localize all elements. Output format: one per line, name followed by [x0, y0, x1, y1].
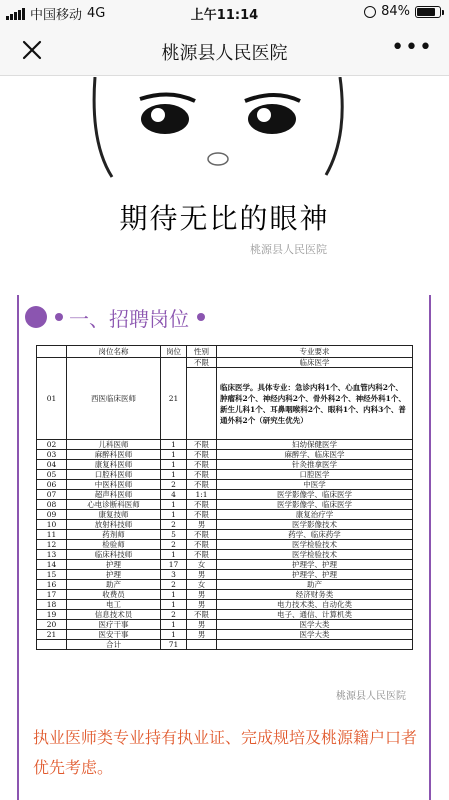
table-row	[37, 620, 413, 630]
battery-fill	[417, 8, 435, 16]
meme-face-drawing	[0, 77, 449, 195]
table-cell: 男	[187, 590, 217, 600]
header-cell: 性别	[187, 346, 217, 358]
table-row	[37, 358, 413, 368]
table-cell: 不限	[187, 470, 217, 480]
table-cell: 21	[161, 358, 187, 440]
meme-watermark: 桃源县人民医院	[250, 243, 327, 256]
table-cell: 07	[37, 490, 67, 500]
table-row	[37, 560, 413, 570]
table-cell	[217, 640, 413, 650]
table-cell: 检验师	[67, 540, 161, 550]
table-row	[37, 480, 413, 490]
table-cell: 04	[37, 460, 67, 470]
table-watermark: 桃源县人民医院	[336, 691, 406, 702]
table-cell: 2	[161, 610, 187, 620]
table-cell: 助产	[67, 580, 161, 590]
table-cell: 麻醉学、临床医学	[217, 450, 413, 460]
table-row	[37, 610, 413, 620]
table-row	[37, 460, 413, 470]
table-cell: 女	[187, 560, 217, 570]
table-cell: 护理学、护理	[217, 560, 413, 570]
table-cell: 心电诊断科医师	[67, 500, 161, 510]
table-cell: 康复技师	[67, 510, 161, 520]
table-cell: 2	[161, 540, 187, 550]
bullet-dot-icon	[25, 306, 47, 328]
table-cell: 08	[37, 500, 67, 510]
table-cell: 药学、临床药学	[217, 530, 413, 540]
meme-image	[0, 77, 449, 272]
header-cell: 岗位名称	[67, 346, 161, 358]
article-content	[0, 77, 449, 800]
table-cell: 16	[37, 580, 67, 590]
table-cell: 15	[37, 570, 67, 580]
table-row	[37, 520, 413, 530]
table-cell: 临床科技师	[67, 550, 161, 560]
table-row	[37, 580, 413, 590]
table-cell: 医安干事	[67, 630, 161, 640]
table-cell: 不限	[187, 550, 217, 560]
table-row	[37, 510, 413, 520]
nav-bar	[0, 24, 449, 76]
clock: 上午11:14	[190, 8, 259, 23]
table-row	[37, 600, 413, 610]
table-cell: 中医学	[217, 480, 413, 490]
table-row	[37, 440, 413, 450]
table-cell: 医学检验技术	[217, 540, 413, 550]
table-total-label: 合计	[67, 640, 161, 650]
table-cell: 1	[161, 500, 187, 510]
table-cell: 1	[161, 600, 187, 610]
table-cell: 1:1	[187, 490, 217, 500]
table-cell: 不限	[187, 358, 217, 368]
table-cell: 麻醉科医师	[67, 450, 161, 460]
table-cell: 男	[187, 620, 217, 630]
table-cell: 18	[37, 600, 67, 610]
table-cell: 经济财务类	[217, 590, 413, 600]
more-icon[interactable]: •••	[391, 35, 433, 60]
table-cell: 中医科医师	[67, 480, 161, 490]
header-cell: 岗位	[161, 346, 187, 358]
table-cell	[37, 640, 67, 650]
table-cell: 5	[161, 530, 187, 540]
table-cell: 口腔医学	[217, 470, 413, 480]
table-cell: 09	[37, 510, 67, 520]
table-cell: 1	[161, 590, 187, 600]
table-total-value: 71	[161, 640, 187, 650]
table-cell: 收费员	[67, 590, 161, 600]
table-cell: 12	[37, 540, 67, 550]
table-cell: 不限	[187, 440, 217, 450]
table-cell: 医学大类	[217, 620, 413, 630]
table-cell: 护理学、护理	[217, 570, 413, 580]
table-cell: 2	[161, 520, 187, 530]
table-cell: 男	[187, 630, 217, 640]
table-cell: 20	[37, 620, 67, 630]
table-total-row	[37, 640, 413, 650]
table-row	[37, 500, 413, 510]
table-cell: 3	[161, 570, 187, 580]
table-cell: 电子、通信、计算机类	[217, 610, 413, 620]
table-row	[37, 450, 413, 460]
table-cell: 不限	[187, 610, 217, 620]
table-cell: 西医临床医师	[67, 358, 161, 440]
bullet-dot-small-icon	[197, 313, 205, 321]
table-cell: 1	[161, 550, 187, 560]
table-cell: 1	[161, 450, 187, 460]
table-cell: 不限	[187, 540, 217, 550]
table-cell: 1	[161, 620, 187, 630]
table-cell: 19	[37, 610, 67, 620]
table-cell: 医学影像学、临床医学	[217, 490, 413, 500]
table-cell: 信息技术员	[67, 610, 161, 620]
table-cell: 11	[37, 530, 67, 540]
battery-icon	[415, 6, 441, 18]
table-cell: 1	[161, 470, 187, 480]
header-cell-blank	[37, 346, 67, 358]
table-cell: 医学大类	[217, 630, 413, 640]
table-cell: 康复科医师	[67, 460, 161, 470]
table-cell: 03	[37, 450, 67, 460]
table-cell: 01	[37, 358, 67, 440]
table-cell: 男	[187, 520, 217, 530]
header-cell: 专业要求	[217, 346, 413, 358]
table-cell: 临床医学	[217, 358, 413, 368]
table-row	[37, 570, 413, 580]
table-cell: 4	[161, 490, 187, 500]
table-cell: 超声科医师	[67, 490, 161, 500]
positions-table-image	[36, 345, 412, 715]
bullet-dot-small-icon	[55, 313, 63, 321]
table-cell: 05	[37, 470, 67, 480]
meme-caption: 期待无比的眼神	[119, 202, 330, 235]
table-cell: 康复治疗学	[217, 510, 413, 520]
table-cell: 儿科医师	[67, 440, 161, 450]
battery-percent: 84%	[381, 4, 410, 19]
table-cell: 不限	[187, 480, 217, 490]
table-cell: 1	[161, 510, 187, 520]
table-cell	[187, 640, 217, 650]
table-cell: 2	[161, 580, 187, 590]
table-cell: 不限	[187, 450, 217, 460]
table-row	[37, 590, 413, 600]
table-cell: 不限	[187, 460, 217, 470]
table-row	[37, 540, 413, 550]
table-cell: 男	[187, 600, 217, 610]
recruit-section	[17, 295, 431, 800]
table-cell: 针灸推拿医学	[217, 460, 413, 470]
table-cell: 电力技术类、自动化类	[217, 600, 413, 610]
table-cell: 13	[37, 550, 67, 560]
table-cell: 06	[37, 480, 67, 490]
table-row	[37, 490, 413, 500]
section-heading	[25, 301, 205, 333]
table-cell: 2	[161, 480, 187, 490]
table-cell: 妇幼保健医学	[217, 440, 413, 450]
status-bar	[0, 0, 449, 24]
table-cell: 不限	[187, 500, 217, 510]
table-cell: 口腔科医师	[67, 470, 161, 480]
table-cell	[187, 368, 217, 440]
table-cell: 放射科技师	[67, 520, 161, 530]
page-title: 桃源县人民医院	[161, 43, 288, 64]
table-cell: 不限	[187, 510, 217, 520]
table-row	[37, 630, 413, 640]
table-row	[37, 530, 413, 540]
section-title: 一、招聘岗位	[69, 306, 189, 331]
table-cell: 护理	[67, 570, 161, 580]
table-cell: 02	[37, 440, 67, 450]
priority-note: 执业医师类专业持有执业证、完成规培及桃源籍户口者优先考虑。	[33, 728, 418, 777]
table-cell-detail: 临床医学。具体专业：急诊内科1个、心血管内科2个、肿瘤科2个、神经内科2个、骨外科2个、神经外科1个、新生儿科1个、耳鼻咽喉科2个、眼科1个、内科3个、普通外科2个（研究生优先）	[217, 368, 413, 440]
table-cell: 不限	[187, 530, 217, 540]
table-cell: 10	[37, 520, 67, 530]
table-cell: 医疗干事	[67, 620, 161, 630]
table-cell: 护理	[67, 560, 161, 570]
table-cell: 医学检验技术	[217, 550, 413, 560]
network-label: 4G	[87, 6, 106, 21]
table-header-row	[37, 346, 413, 358]
table-cell: 助产	[217, 580, 413, 590]
table-cell: 1	[161, 460, 187, 470]
table-cell: 1	[161, 440, 187, 450]
table-cell: 医学影像学、临床医学	[217, 500, 413, 510]
table-cell: 男	[187, 570, 217, 580]
table-cell: 女	[187, 580, 217, 590]
table-cell: 电工	[67, 600, 161, 610]
table-row	[37, 550, 413, 560]
carrier-label: 中国移动	[30, 8, 83, 23]
table-cell: 21	[37, 630, 67, 640]
positions-table	[36, 345, 413, 650]
table-row	[37, 470, 413, 480]
table-cell: 17	[161, 560, 187, 570]
table-cell: 医学影像技术	[217, 520, 413, 530]
table-cell: 1	[161, 630, 187, 640]
table-cell: 17	[37, 590, 67, 600]
rotation-lock-icon	[364, 6, 376, 18]
table-cell: 14	[37, 560, 67, 570]
table-cell: 药剂师	[67, 530, 161, 540]
